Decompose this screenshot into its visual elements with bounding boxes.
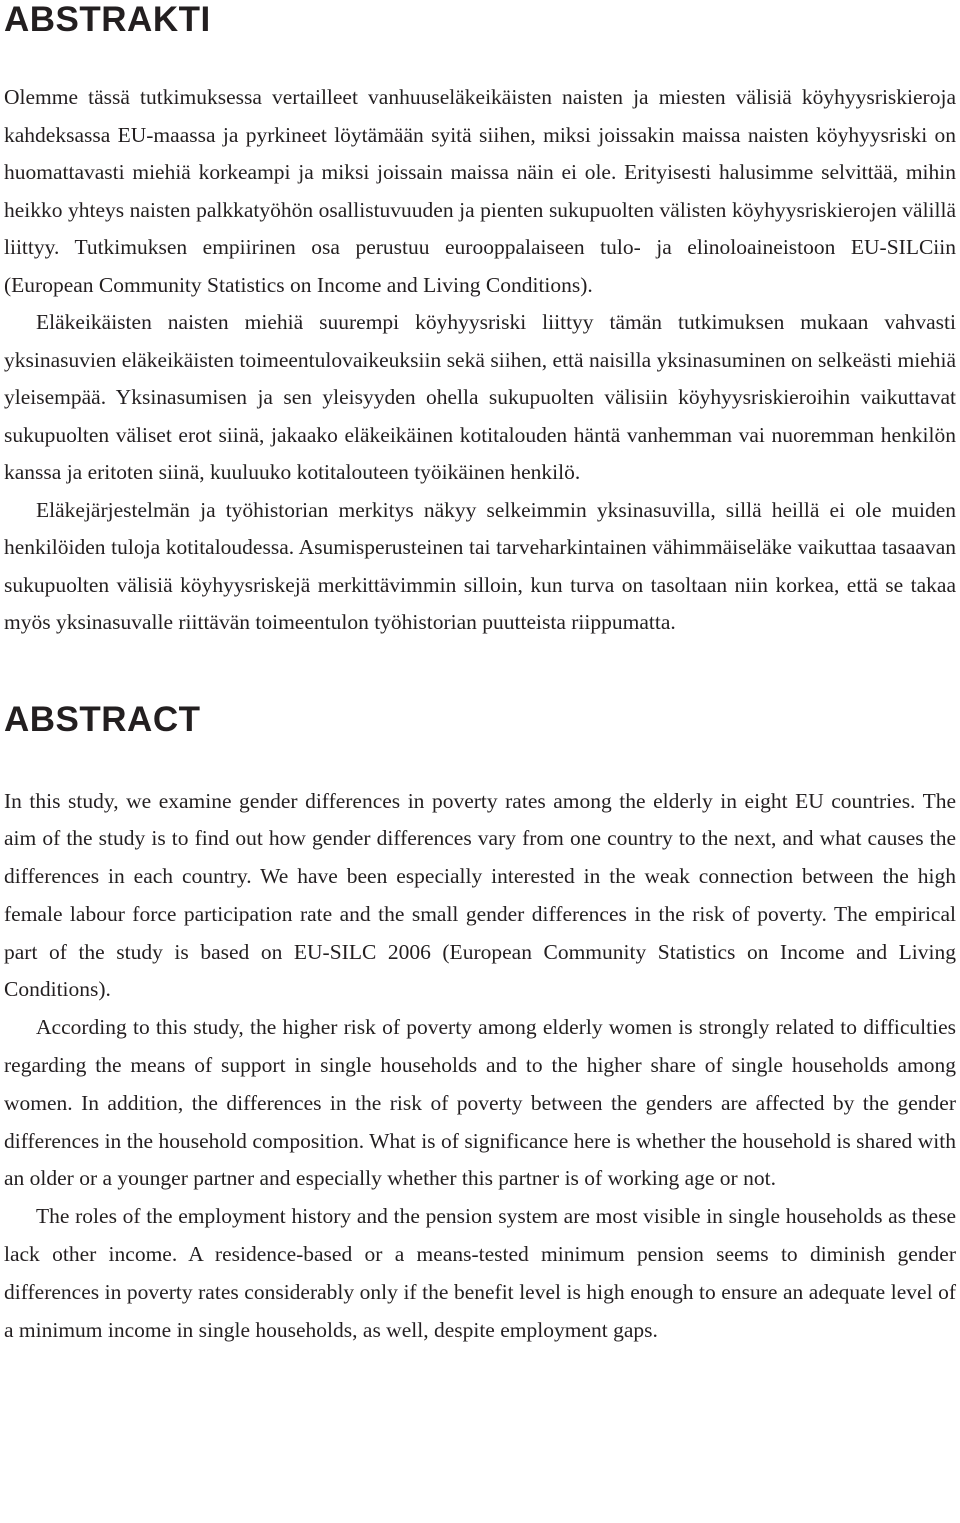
finnish-paragraph-1: Olemme tässä tutkimuksessa vertailleet vanhuuseläkeikäisten naisten ja miesten välisiä köyhyysriskieroja kahdeksassa EU-maassa ja pyrkineet löytämään syitä siihen, miksi joissakin maissa naisten köyhyysriski on huomattavasti miehiä korkeampi ja miksi joissain maissa näin ei ole. Erityisesti halusimme selvittää, mihin heikko yhteys naisten palkkatyöhön osallistuvuuden ja pienten sukupuolten välisten köyhyysriskierojen välillä liittyy. Tutkimuksen empiirinen osa perustuu eurooppalaiseen tulo- ja elinoloaineistoon EU-SILCiin (European Community Statistics on Income and Living Conditions). bbox=[4, 85, 956, 297]
english-paragraph-1: In this study, we examine gender differences in poverty rates among the elderly in eight EU countries. The aim of the study is to find out how gender differences vary from one country to the next, and what causes the differences in each country. We have been especially interested in the weak connection between the high female labour force participation rate and the small gender differences in the risk of poverty. The empirical part of the study is based on EU-SILC 2006 (European Community Statistics on Income and Living Conditions). bbox=[4, 788, 956, 1002]
finnish-paragraph-3: Eläkejärjestelmän ja työhistorian merkitys näkyy selkeimmin yksinasuvilla, sillä heillä ei ole muiden henkilöiden tuloja kotitaloudessa. Asumisperusteinen tai tarveharkintainen vähimmäiseläke vaikuttaa tasaavan sukupuolten välisiä köyhyysriskejä merkittävimmin silloin, kun turva on tasoltaan niin korkea, että se takaa myös yksinasuvalle riittävän toimeentulon työhistorian puutteista riippumatta. bbox=[4, 497, 956, 634]
english-paragraph-2: According to this study, the higher risk of poverty among elderly women is strongly related to difficulties regarding the means of support in single households and to the higher share of single households among women. In addition, the differences in the risk of poverty between the genders are affected by the gender differences in the household composition. What is of significance here is whether the household is shared with an older or a younger partner and especially whether this partner is of working age or not. bbox=[4, 1015, 956, 1191]
document-page bbox=[4, 0, 956, 1349]
finnish-abstract-heading: ABSTRAKTI bbox=[4, 0, 211, 39]
english-paragraph-3: The roles of the employment history and the pension system are most visible in single households as these lack other income. A residence-based or a means-tested minimum pension seems to diminish gender differences in poverty rates considerably only if the benefit level is high enough to ensure an adequate level of a minimum income in single households, as well, despite employment gaps. bbox=[4, 1204, 956, 1342]
section-spacer bbox=[4, 642, 956, 700]
finnish-paragraph-2: Eläkeikäisten naisten miehiä suurempi köyhyysriski liittyy tämän tutkimuksen mukaan vahvasti yksinasuvien eläkeikäisten toimeentulovaikeuksiin sekä siihen, että naisilla yksinasuminen on selkeästi miehiä yleisempää. Yksinasumisen ja sen yleisyyden ohella sukupuolten välisiin köyhyysriskieroihin vaikuttavat sukupuolten väliset erot siinä, jakaako eläkeikäinen kotitalouden häntä vanhemman vai nuoremman henkilön kanssa ja eritoten siinä, kuuluuko kotitalouteen työikäinen henkilö. bbox=[4, 310, 956, 484]
english-abstract-body bbox=[4, 783, 956, 1350]
english-abstract-heading: ABSTRACT bbox=[4, 699, 201, 739]
finnish-abstract-body bbox=[4, 79, 956, 642]
